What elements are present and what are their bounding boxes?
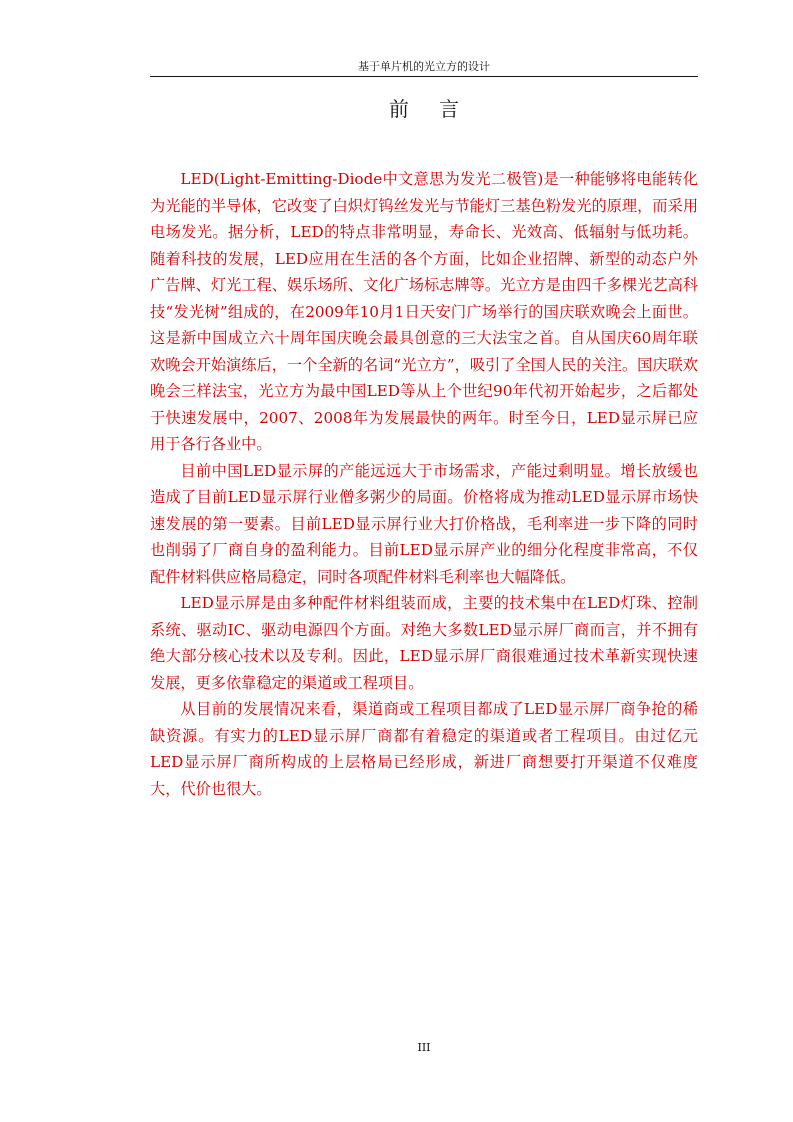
header-rule [150,76,698,77]
paragraph-4: 从目前的发展情况来看，渠道商或工程项目都成了LED显示屏厂商争抢的稀缺资源。有实力的LED显示屏厂商都有着稳定的渠道或者工程项目。由过亿元LED显示屏厂商所构成的上层格局已经形成，新进厂商想要打开渠道不仅难度大，代价也很大。 [150,700,698,798]
paragraph-3: LED显示屏是由多种配件材料组装而成，主要的技术集中在LED灯珠、控制系统、驱动IC、驱动电源四个方面。对绝大多数LED显示屏厂商而言，并不拥有绝大部分核心技术以及专利。因此，LED显示屏厂商很难通过技术革新实现快速发展，更多依靠稳定的渠道或工程项目。 [150,594,698,692]
page-number: III [417,1041,431,1054]
paragraph-2: 目前中国LED显示屏的产能远远大于市场需求，产能过剩明显。增长放缓也造成了目前LED显示屏行业僧多粥少的局面。价格将成为推动LED显示屏市场快速发展的第一要素。目前LED显示屏行业大打价格战，毛利率进一步下降的同时也削弱了厂商自身的盈利能力。目前LED显示屏产业的细分化程度非常高，不仅配件材料供应格局稳定，同时各项配件材料毛利率也大幅降低。 [150,461,698,586]
paragraph-1: LED(Light-Emitting-Diode中文意思为发光二极管)是一种能够将电能转化为光能的半导体，它改变了白炽灯钨丝发光与节能灯三基色粉发光的原理，而采用电场发光。据分析，LED的特点非常明显，寿命长、光效高、低辐射与低功耗。随着科技的发展，LED应用在生活的各个方面，比如企业招牌、新型的动态户外广告牌、灯光工程、娱乐场所、文化广场标志牌等。光立方是由四千多棵光艺高科技“发光树”组成的，在2009年10月1日天安门广场举行的国庆联欢晚会上面世。这是新中国成立六十周年国庆晚会最具创意的三大法宝之首。自从国庆60周年联欢晚会开始演练后，一个全新的名词“光立方”，吸引了全国人民的关注。国庆联欢晚会三样法宝，光立方为最中国LED等从上个世纪90年代初开始起步，之后都处于快速发展中，2007、2008年为发展最快的两年。时至今日，LED显示屏已应用于各行各业中。 [150,170,698,453]
page-title: 前 言 [388,97,472,121]
running-header: 基于单片机的光立方的设计 [358,60,490,73]
body-text [150,166,698,802]
